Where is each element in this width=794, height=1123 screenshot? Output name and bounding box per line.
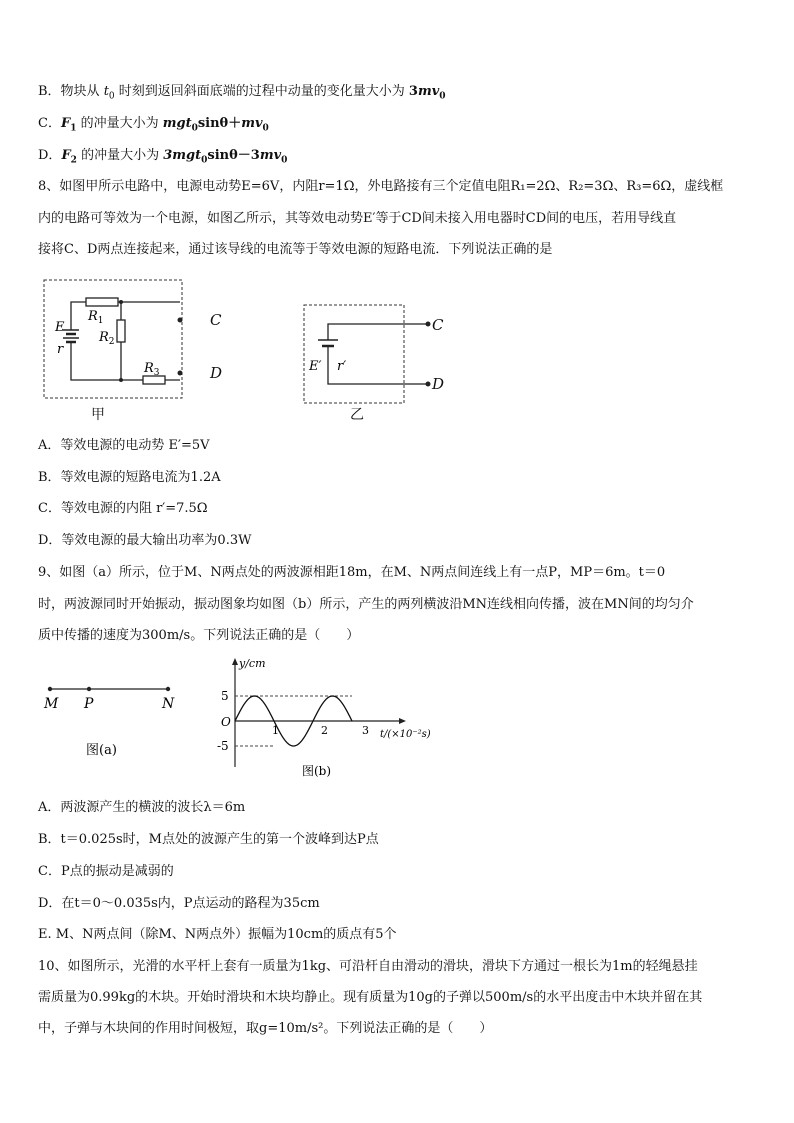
caption-fig-a: 图(a) [86,743,117,758]
q8-option-c: C．等效电源的内阻 r′=7.5Ω [38,501,208,516]
caption-yi: 乙 [350,407,364,423]
q9-stem-line1: 9、如图（a）所示，位于M、N两点处的两波源相距18m，在M、N两点间连线上有一点P，MP＝6m。t＝0 [38,565,666,580]
resistor-r2 [117,320,125,342]
q10-stem-line1: 10、如图所示，光滑的水平杆上套有一质量为1kg、可沿杆自由滑动的滑块，滑块下方通过一根长为1m的轻绳悬挂 [38,959,698,974]
q8-option-b: B．等效电源的短路电流为1.2A [38,470,221,485]
terminal-lines-a [178,300,210,390]
q7-option-d: D．$F_2$ 的冲量大小为 $3mgt_0\sin\theta-3mv_0$ [38,148,288,166]
q9-option-d: D．在t＝0～0.035s内，P点运动的路程为35cm [38,896,320,911]
tick-label-minus5: -5 [217,739,229,753]
label-c: C [210,311,222,329]
label-r-prime: r′ [337,359,347,374]
tick-label-5: 5 [221,689,229,703]
label-r2: $R_2$ [99,330,115,347]
label-r: r [57,342,64,357]
q8-stem-line2: 内的电路可等效为一个电源，如图乙所示，其等效电动势E′等于CD间未接入用电器时CD间的电压，若用导线直 [38,211,677,226]
junction-dot [119,300,123,304]
tick-label-2: 2 [321,724,328,737]
terminal-c-dot [426,322,431,327]
q9-option-c: C．P点的振动是减弱的 [38,864,174,879]
label-r3: $R_3$ [144,361,160,378]
q9-option-a: A．两波源产生的横波的波长λ＝6m [38,800,246,815]
q8-option-d: D．等效电源的最大输出功率为0.3W [38,533,252,548]
point-p [87,687,91,691]
resistor-r1 [86,298,118,306]
tick-label-1: 1 [272,724,279,737]
q9-option-e: E. M、N两点间（除M、N两点外）振幅为10cm的质点有5个 [38,927,397,942]
caption-jia: 甲 [91,407,105,423]
q8-circuit-figure-a [38,275,188,420]
q10-stem-line2: 需质量为0.99kg的木块。开始时滑块和木块均静止。现有质量为10g的子弹以500m/s的水平出度击中木块并留在其 [38,990,703,1005]
point-m [48,687,52,691]
q8-stem-line3: 接将C、D两点连接起来，通过该导线的电流等于等效电源的短路电流．下列说法正确的是 [38,242,553,257]
label-e: E [55,320,65,335]
q9-stem-line3: 质中传播的速度为300m/s。下列说法正确的是（ ） [38,628,360,643]
dashed-frame [304,305,404,403]
q8-stem-line1: 8、如图甲所示电路中，电源电动势E=6V，内阻r=1Ω，外电路接有三个定值电阻R₁=2Ω、R₂=3Ω、R₃=6Ω，虚线框 [38,179,724,194]
label-e-prime: E′ [309,359,322,374]
battery-symbol [63,325,79,357]
q7-option-b: B．物块从 $t_0$ 时刻到返回斜面底端的过程中动量的变化量大小为 $3mv_0$ [38,84,446,102]
q8-option-a: A．等效电源的电动势 E′=5V [38,438,210,453]
junction-dot [119,378,123,382]
label-d-b: D [432,375,445,393]
origin-label: O [221,715,231,729]
y-axis-label: y/cm [239,657,266,670]
q9-figure-a-line [40,680,190,760]
x-axis-arrow [399,718,406,724]
label-d: D [210,364,223,382]
tick-label-3: 3 [362,724,369,737]
q9-stem-line2: 时，两波源同时开始振动，振动图象均如图（b）所示，产生的两列横波沿MN连线相向传播，波在MN间的均匀介 [38,597,694,612]
q8-circuit-figure-b [300,300,440,410]
battery-symbol [318,336,338,358]
label-r1: $R_1$ [88,309,104,326]
q7-option-c: C．$F_1$ 的冲量大小为 $mgt_0\sin\theta+mv_0$ [38,116,269,134]
caption-fig-b: 图(b) [302,764,332,778]
y-axis-arrow [232,658,238,665]
terminal-d-dot [426,382,431,387]
circuit-wire [328,324,428,384]
label-c-b: C [432,316,444,334]
label-p: P [84,696,94,712]
label-n: N [162,696,175,712]
label-m: M [44,696,59,712]
q9-figure-b-oscillation-graph [215,655,455,780]
q10-stem-line3: 中，子弹与木块间的作用时间极短，取g=10m/s²。下列说法正确的是（ ） [38,1021,493,1036]
point-n [166,687,170,691]
q9-option-b: B．t＝0.025s时，M点处的波源产生的第一个波峰到达P点 [38,832,379,847]
x-axis-label: t/(×10⁻²s) [380,729,431,740]
